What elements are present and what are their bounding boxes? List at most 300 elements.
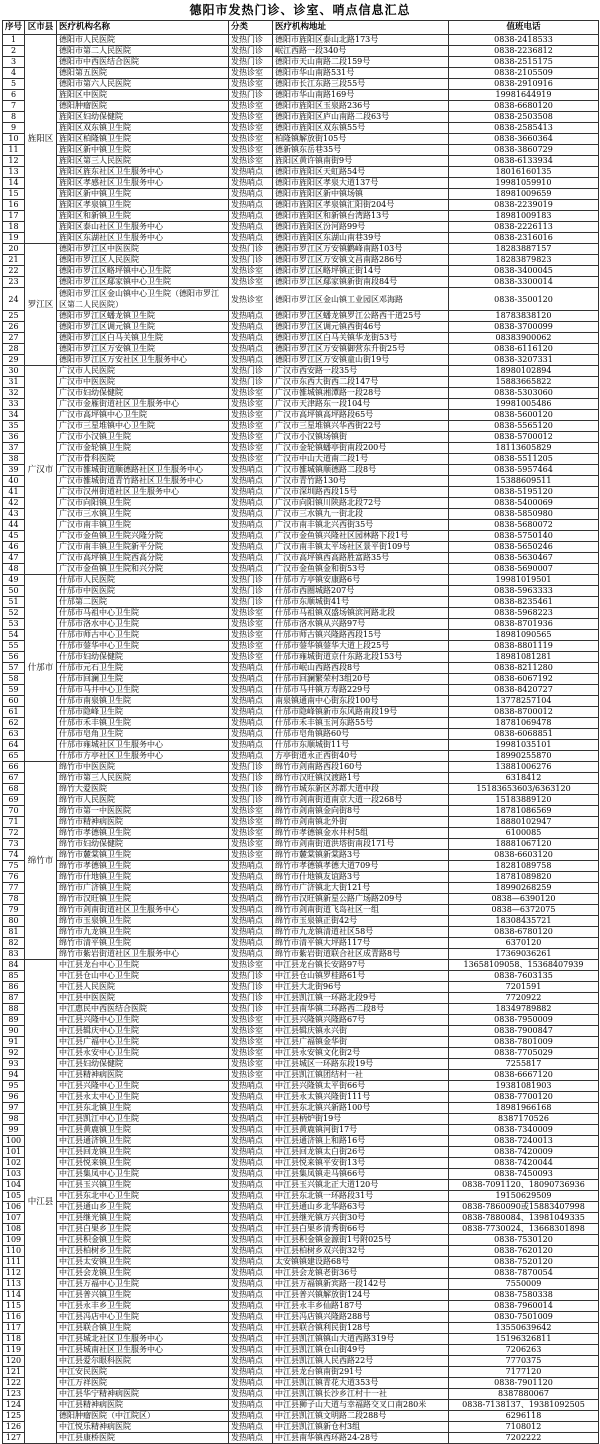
cell-address: 德阳市天山南路二段159号	[273, 57, 449, 68]
cell-no: 95	[3, 1081, 25, 1092]
cell-institution: 德阳市罗江区鄢家镇中心卫生院	[57, 277, 229, 288]
cell-category: 发热诊室	[229, 112, 273, 123]
cell-county: 广汉市	[25, 366, 57, 575]
cell-category: 发热哨点	[229, 707, 273, 718]
cell-no: 9	[3, 123, 25, 134]
table-row	[3, 575, 599, 586]
cell-address: 什邡市马井镇万寿路229号	[273, 685, 449, 696]
cell-address: 德阳市旌阳区泰山北路173号	[273, 35, 449, 46]
cell-category: 发热哨点	[229, 1290, 273, 1301]
table-row	[3, 674, 599, 685]
table-row	[3, 960, 599, 971]
cell-phone: 0838-6603120	[449, 850, 599, 861]
cell-phone: 0838-8700012	[449, 707, 599, 718]
cell-institution: 中江县积金镇卫生院	[57, 1235, 229, 1246]
cell-address: 中江县永丰乡仙路187号	[273, 1301, 449, 1312]
cell-institution: 旌阳区第三人民医院	[57, 156, 229, 167]
cell-category: 发热哨点	[229, 222, 273, 233]
cell-address: 绵竹市麓棠镇新棠路3号	[273, 850, 449, 861]
table-row	[3, 1378, 599, 1389]
cell-phone: 6296118	[449, 1411, 599, 1422]
cell-no: 12	[3, 156, 25, 167]
cell-address: 广汉市小汉镇场镇街	[273, 432, 449, 443]
cell-institution: 中江县华宁精神病医院	[57, 1389, 229, 1400]
cell-address: 中江县辑庆镇永兴街	[273, 1026, 449, 1037]
cell-no: 14	[3, 178, 25, 189]
cell-phone: 0838-7091120、18090736936	[449, 1180, 599, 1191]
cell-no: 70	[3, 806, 25, 817]
cell-category: 发热哨点	[229, 1180, 273, 1191]
cell-category: 发热哨点	[229, 1257, 273, 1268]
cell-institution: 德阳市罗江区中医医院	[57, 244, 229, 255]
cell-institution: 德阳市中西医结合医院	[57, 57, 229, 68]
cell-phone: 0838-2236812	[449, 46, 599, 57]
cell-category: 发热哨点	[229, 1246, 273, 1257]
table-row	[3, 553, 599, 564]
table-row	[3, 1048, 599, 1059]
cell-address: 中江县万福镇新宾路一段142号	[273, 1279, 449, 1290]
cell-address: 广汉市东西大街西二段147号	[273, 377, 449, 388]
cell-phone: 0838-7705029	[449, 1048, 599, 1059]
cell-no: 35	[3, 421, 25, 432]
cell-address: 中江县普兴镇解放街124号	[273, 1290, 449, 1301]
table-row	[3, 1279, 599, 1290]
cell-phone: 0838-7240013	[449, 1136, 599, 1147]
cell-category: 发热哨点	[229, 211, 273, 222]
cell-address: 德阳市华山南路531号	[273, 68, 449, 79]
cell-category: 发热哨点	[229, 1422, 273, 1433]
table-row	[3, 1169, 599, 1180]
cell-category: 发热诊室	[229, 1048, 273, 1059]
cell-category: 发热哨点	[229, 696, 273, 707]
cell-phone: 0830-7501009	[449, 1312, 599, 1323]
cell-institution: 德阳市罗江区白马关镇卫生院	[57, 333, 229, 344]
cell-phone: 0838-8801119	[449, 641, 599, 652]
cell-phone: 18281089758	[449, 861, 599, 872]
cell-phone: 18981009659	[449, 189, 599, 200]
cell-phone: 19981035101	[449, 740, 599, 751]
cell-phone: 7550009	[449, 1279, 599, 1290]
table-row	[3, 57, 599, 68]
cell-no: 115	[3, 1301, 25, 1312]
cell-address: 广汉市青竹路130号	[273, 476, 449, 487]
cell-phone: 19981059910	[449, 178, 599, 189]
cell-category: 发热哨点	[229, 1136, 273, 1147]
table-row	[3, 46, 599, 57]
cell-address: 中江县广福镇金华街	[273, 1037, 449, 1048]
cell-no: 119	[3, 1345, 25, 1356]
cell-no: 109	[3, 1235, 25, 1246]
cell-address: 绵竹市孝德镇孝德大道709号	[273, 861, 449, 872]
cell-category: 发热哨点	[229, 1235, 273, 1246]
cell-category: 发热哨点	[229, 1092, 273, 1103]
cell-no: 110	[3, 1246, 25, 1257]
table-row	[3, 399, 599, 410]
table-row	[3, 696, 599, 707]
cell-category: 发热诊室	[229, 817, 273, 828]
cell-no: 96	[3, 1092, 25, 1103]
cell-address: 广汉市高坪镇西高路胜富路35号	[273, 553, 449, 564]
table-row	[3, 718, 599, 729]
cell-no: 68	[3, 784, 25, 795]
cell-institution: 绵竹市紫岩街道社区卫生服务中心	[57, 949, 229, 960]
cell-category: 发热诊室	[229, 421, 273, 432]
table-row	[3, 1114, 599, 1125]
table-row	[3, 1389, 599, 1400]
table-row	[3, 817, 599, 828]
cell-address: 广汉市天津路东一段104号	[273, 399, 449, 410]
cell-phone: 0838-3700099	[449, 322, 599, 333]
table-row	[3, 1246, 599, 1257]
cell-phone: 0838-2910916	[449, 79, 599, 90]
table-row	[3, 311, 599, 322]
cell-address: 广汉市南丰镇太平场社区景平街109号	[273, 542, 449, 553]
cell-address: 广汉市中山大道南二段1号	[273, 454, 449, 465]
cell-phone: 0838-3400045	[449, 266, 599, 277]
cell-phone: 0838-7450093	[449, 1169, 599, 1180]
cell-address: 绵竹市剑南镇北外街	[273, 817, 449, 828]
cell-category: 发热哨点	[229, 1323, 273, 1334]
cell-institution: 中江县回龙镇卫生院	[57, 1147, 229, 1158]
cell-no: 23	[3, 277, 25, 288]
table-row	[3, 101, 599, 112]
cell-category: 发热哨点	[229, 1433, 273, 1444]
cell-address: 广汉市金鱼镇金和街53号	[273, 564, 449, 575]
table-row	[3, 156, 599, 167]
cell-no: 37	[3, 443, 25, 454]
cell-institution: 绵竹市什地镇卫生院	[57, 872, 229, 883]
cell-phone: 0838-3300014	[449, 277, 599, 288]
cell-institution: 绵竹市汉旺镇卫生院	[57, 894, 229, 905]
cell-address: 什邡市隐峰镇新市东风路南段19号	[273, 707, 449, 718]
cell-address: 什邡市雍城街道京什东路北段153号	[273, 652, 449, 663]
table-row	[3, 1026, 599, 1037]
table-row	[3, 35, 599, 46]
cell-category: 发热诊室	[229, 806, 273, 817]
cell-phone: 0838-6667120	[449, 1070, 599, 1081]
cell-address: 绵竹市九龙镇清道社区58号	[273, 927, 449, 938]
table-row	[3, 145, 599, 156]
cell-no: 86	[3, 982, 25, 993]
cell-no: 72	[3, 828, 25, 839]
table-row	[3, 894, 599, 905]
cell-institution: 中江县黄鹿镇卫生院	[57, 1125, 229, 1136]
cell-category: 发热哨点	[229, 894, 273, 905]
cell-no: 48	[3, 564, 25, 575]
cell-institution: 广汉市高坪镇中心卫生院	[57, 410, 229, 421]
cell-no: 18	[3, 222, 25, 233]
cell-category: 发热诊室	[229, 960, 273, 971]
cell-category: 发热门诊	[229, 90, 273, 101]
cell-address: 绵竹市什地镇友谊路3号	[273, 872, 449, 883]
cell-no: 78	[3, 894, 25, 905]
cell-institution: 中江县东北镇卫生院	[57, 1103, 229, 1114]
cell-no: 107	[3, 1213, 25, 1224]
cell-category: 发热门诊	[229, 784, 273, 795]
cell-institution: 中江县太安镇卫生院	[57, 1257, 229, 1268]
cell-phone: 0838-5680072	[449, 520, 599, 531]
cell-phone: 19150629509	[449, 1191, 599, 1202]
cell-category: 发热诊室	[229, 1070, 273, 1081]
cell-institution: 德阳市罗江区万安镇卫生院	[57, 344, 229, 355]
cell-address: 广汉市深圳路西段15号	[273, 487, 449, 498]
cell-institution: 广汉市金鱼镇卫生院和兴分院	[57, 564, 229, 575]
cell-address: 中江县凯江镇长沙乡江村十一社	[273, 1389, 449, 1400]
cell-category: 发热哨点	[229, 487, 273, 498]
table-row	[3, 1081, 599, 1092]
table-row	[3, 740, 599, 751]
cell-category: 发热哨点	[229, 916, 273, 927]
table-row	[3, 432, 599, 443]
cell-no: 121	[3, 1367, 25, 1378]
cell-institution: 广汉市南丰镇卫生院	[57, 520, 229, 531]
cell-phone: 18981081281	[449, 652, 599, 663]
cell-county: 绵竹市	[25, 762, 57, 960]
cell-phone: 0838-2585413	[449, 123, 599, 134]
table-row	[3, 729, 599, 740]
cell-address: 什邡市蓥华镇蓥华大道上段25号	[273, 641, 449, 652]
cell-no: 39	[3, 465, 25, 476]
cell-no: 74	[3, 850, 25, 861]
cell-phone: 0838-7860090或15883407998	[449, 1202, 599, 1213]
cell-address: 广汉市金鱼镇兴隆社区园林路下段1号	[273, 531, 449, 542]
cell-category: 发热哨点	[229, 564, 273, 575]
cell-phone: 0838-5968223	[449, 608, 599, 619]
cell-no: 11	[3, 145, 25, 156]
cell-institution: 什邡第二医院	[57, 597, 229, 608]
cell-category: 发热哨点	[229, 553, 273, 564]
table-row	[3, 1323, 599, 1334]
table-row	[3, 949, 599, 960]
cell-institution: 中江县冯店中心卫生院	[57, 1312, 229, 1323]
cell-address: 德阳市罗江区万安镇童山街19号	[273, 355, 449, 366]
cell-phone: 0838-8420727	[449, 685, 599, 696]
table-row	[3, 982, 599, 993]
cell-institution: 广汉市人民医院	[57, 366, 229, 377]
cell-institution: 中江县广福中心卫生院	[57, 1037, 229, 1048]
table-row	[3, 1411, 599, 1422]
cell-institution: 广汉市金雁街道社区卫生服务中心	[57, 399, 229, 410]
cell-category: 发热诊室	[229, 410, 273, 421]
cell-no: 94	[3, 1070, 25, 1081]
cell-no: 32	[3, 388, 25, 399]
cell-category: 发热门诊	[229, 255, 273, 266]
cell-address: 绵竹市剑南路西段160号	[273, 762, 449, 773]
cell-no: 28	[3, 344, 25, 355]
cell-address: 绵竹市紫岩街道联合社区成青路8号	[273, 949, 449, 960]
cell-category: 发热哨点	[229, 674, 273, 685]
cell-category: 发热哨点	[229, 1400, 273, 1411]
cell-no: 58	[3, 674, 25, 685]
cell-institution: 什邡市师古中心卫生院	[57, 630, 229, 641]
cell-no: 92	[3, 1048, 25, 1059]
cell-phone: 18990268259	[449, 883, 599, 894]
table-row	[3, 564, 599, 575]
cell-institution: 中江县万福中心卫生院	[57, 1279, 229, 1290]
table-row	[3, 630, 599, 641]
cell-institution: 中江惠民中西医结合医院	[57, 1004, 229, 1015]
cell-no: 45	[3, 531, 25, 542]
table-row	[3, 266, 599, 277]
cell-category: 发热哨点	[229, 905, 273, 916]
table-row	[3, 1037, 599, 1048]
cell-category: 发热哨点	[229, 1411, 273, 1422]
cell-no: 41	[3, 487, 25, 498]
cell-category: 发热诊室	[229, 156, 273, 167]
cell-no: 114	[3, 1290, 25, 1301]
cell-phone: 18283879823	[449, 255, 599, 266]
cell-category: 发热诊室	[229, 388, 273, 399]
table-row	[3, 916, 599, 927]
cell-address: 德阳市长江东路三段55号	[273, 79, 449, 90]
cell-phone: 0838-7603135	[449, 971, 599, 982]
cell-institution: 中江县集凤中心卫生院	[57, 1169, 229, 1180]
cell-no: 8	[3, 112, 25, 123]
table-row	[3, 355, 599, 366]
cell-no: 52	[3, 608, 25, 619]
cell-phone: 18349789882	[449, 1004, 599, 1015]
cell-no: 124	[3, 1400, 25, 1411]
cell-phone: 18781069478	[449, 718, 599, 729]
table-row	[3, 663, 599, 674]
cell-no: 69	[3, 795, 25, 806]
table-row	[3, 993, 599, 1004]
cell-address: 广汉市金轮镇蟠亭街南段200号	[273, 443, 449, 454]
cell-address: 中江县南华镇西环路24-28号	[273, 1433, 449, 1444]
table-row	[3, 971, 599, 982]
cell-institution: 中江县兴隆中心卫生院	[57, 1081, 229, 1092]
cell-address: 广汉市南丰镇北兴西街35号	[273, 520, 449, 531]
cell-category: 发热哨点	[229, 1169, 273, 1180]
cell-category: 发热哨点	[229, 531, 273, 542]
cell-phone: 0838-8235461	[449, 597, 599, 608]
table-row	[3, 68, 599, 79]
cell-no: 104	[3, 1180, 25, 1191]
table-row	[3, 938, 599, 949]
cell-no: 79	[3, 905, 25, 916]
cell-phone: 0838-7620120	[449, 1246, 599, 1257]
table-row	[3, 244, 599, 255]
cell-no: 42	[3, 498, 25, 509]
cell-institution: 什邡市禾丰镇卫生院	[57, 718, 229, 729]
cell-county: 旌阳区	[25, 35, 57, 244]
cell-address: 绵竹市孝德镇金水井村5组	[273, 828, 449, 839]
cell-category: 发热诊室	[229, 652, 273, 663]
cell-category: 发热哨点	[229, 1191, 273, 1202]
cell-institution: 旌阳区旌东社区卫生服务中心	[57, 167, 229, 178]
cell-no: 126	[3, 1422, 25, 1433]
cell-no: 7	[3, 101, 25, 112]
cell-institution: 中江县兴隆中心卫生院	[57, 1015, 229, 1026]
cell-phone: 18283887157	[449, 244, 599, 255]
cell-institution: 德阳肿瘤医院（中江院区）	[57, 1411, 229, 1422]
cell-phone: 0838-3660364	[449, 134, 599, 145]
cell-address: 德阳市旌阳区孝泉大道137号	[273, 178, 449, 189]
cell-category: 发热哨点	[229, 167, 273, 178]
cell-category: 发热哨点	[229, 883, 273, 894]
cell-address: 旌阳区黄许镇南街9号	[273, 156, 449, 167]
cell-phone: 7108012	[449, 1422, 599, 1433]
cell-institution: 中江县永丰乡卫生院	[57, 1301, 229, 1312]
table-row	[3, 795, 599, 806]
table-row	[3, 90, 599, 101]
cell-address: 中江县凯江镇新仓村3组	[273, 1422, 449, 1433]
cell-phone: 6370120	[449, 938, 599, 949]
table-row	[3, 1191, 599, 1202]
cell-institution: 广汉市小汉镇卫生院	[57, 432, 229, 443]
table-row	[3, 1400, 599, 1411]
cell-institution: 绵竹市孝德镇卫生院	[57, 828, 229, 839]
cell-institution: 广汉市雒城街道青竹路社区卫生服务中心	[57, 476, 229, 487]
cell-category: 发热哨点	[229, 509, 273, 520]
cell-category: 发热哨点	[229, 1125, 273, 1136]
cell-phone: 0838-7520120	[449, 1257, 599, 1268]
cell-institution: 绵竹市孝德镇卫生院	[57, 861, 229, 872]
table-row	[3, 1180, 599, 1191]
cell-institution: 旌阳区新中镇卫生院	[57, 189, 229, 200]
cell-phone: 15196326811	[449, 1334, 599, 1345]
cell-category: 发热哨点	[229, 1202, 273, 1213]
table-row	[3, 806, 599, 817]
cell-phone: 13550639642	[449, 1323, 599, 1334]
cell-category: 发热哨点	[229, 927, 273, 938]
table-row	[3, 883, 599, 894]
cell-phone: 18308435721	[449, 916, 599, 927]
cell-institution: 中江县城北社区卫生服务中心	[57, 1334, 229, 1345]
cell-no: 40	[3, 476, 25, 487]
cell-no: 1	[3, 35, 25, 46]
cell-address: 绵竹市剑南街道南京大道一段268号	[273, 795, 449, 806]
cell-institution: 德阳市罗江区万安社区卫生服务中心	[57, 355, 229, 366]
cell-no: 117	[3, 1323, 25, 1334]
cell-category: 发热门诊	[229, 597, 273, 608]
cell-no: 127	[3, 1433, 25, 1444]
cell-category: 发热哨点	[229, 476, 273, 487]
table-row	[3, 255, 599, 266]
cell-county: 中江县	[25, 960, 57, 1444]
cell-no: 88	[3, 1004, 25, 1015]
table-row	[3, 597, 599, 608]
cell-institution: 德阳市罗江区人民医院	[57, 255, 229, 266]
cell-phone: 0838-6067192	[449, 674, 599, 685]
cell-address: 德阳市旌阳区天虹路54号	[273, 167, 449, 178]
cell-category: 发热诊室	[229, 1059, 273, 1070]
cell-no: 30	[3, 366, 25, 377]
cell-phone: 19981005486	[449, 399, 599, 410]
cell-address: 柏隆镇解放街105号	[273, 134, 449, 145]
cell-address: 广汉市高坪镇高坪路段65号	[273, 410, 449, 421]
cell-address: 什邡市岷山西路西段8号	[273, 663, 449, 674]
cell-category: 发热哨点	[229, 1345, 273, 1356]
cell-address: 中江县玉兴镇北正大道120号	[273, 1180, 449, 1191]
cell-phone: 18781086569	[449, 806, 599, 817]
cell-institution: 什邡市马祖中心卫生院	[57, 608, 229, 619]
cell-address: 中江县狮子山大道与幸福路交叉口南280米	[273, 1400, 449, 1411]
cell-category: 发热哨点	[229, 740, 273, 751]
cell-no: 16	[3, 200, 25, 211]
cell-phone: 0838-2515175	[449, 57, 599, 68]
cell-institution: 绵竹市人民医院	[57, 795, 229, 806]
cell-address: 中江县永太镇兴隆街111号	[273, 1092, 449, 1103]
header-category: 分类	[229, 21, 273, 35]
cell-phone: 0838-5511205	[449, 454, 599, 465]
cell-institution: 广汉市南丰镇卫生院新平分院	[57, 542, 229, 553]
cell-no: 73	[3, 839, 25, 850]
cell-phone: 0838-5850980	[449, 509, 599, 520]
cell-institution: 广汉市中医医院	[57, 377, 229, 388]
cell-phone: 0838-5565120	[449, 421, 599, 432]
cell-address: 中江县联合镇利民街128号	[273, 1323, 449, 1334]
